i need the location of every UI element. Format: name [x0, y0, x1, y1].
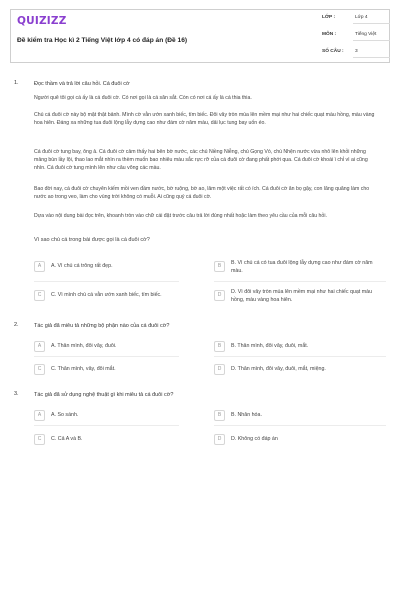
meta-class-label: LỚP : — [322, 15, 336, 20]
question-number: 3. — [14, 391, 19, 397]
option-divider — [214, 356, 386, 357]
option-letter-badge: A — [34, 261, 45, 272]
option-letter-badge: C — [34, 290, 45, 301]
meta-subject-label: MÔN : — [322, 32, 337, 37]
quizizz-logo[interactable]: QUIZIZZ — [17, 15, 67, 27]
worksheet-title: Đề kiểm tra Học kì 2 Tiếng Việt lớp 4 có đáp án (Đề 16) — [17, 37, 188, 44]
meta-count-row — [322, 44, 390, 61]
option-letter-badge: C — [34, 434, 45, 445]
question-stem: Vì sao chú cá trong bài được gọi là cá đuôi cờ? — [34, 237, 150, 243]
worksheet-meta — [322, 10, 390, 62]
question-number: 2. — [14, 322, 19, 328]
option-text: A. Vì chú cá trông rất đẹp. — [51, 263, 113, 269]
option-divider — [34, 356, 179, 357]
passage-paragraph: Chú cá đuôi cờ này bộ mặt thật bảnh. Mình cờ vằn ướn xanh biếc, tím biếc. Đôi vây tròn múa lên mềm mại như hai chiếc quạt màu hồng, màu vàng hoa hiên. Đáng xa những tua đuôi lộng lẫy dựng cao như đám cờ năm màu, dải lục tung bay uốn éo. — [34, 112, 375, 126]
option-divider — [214, 425, 386, 426]
meta-count-value: 3 — [355, 49, 358, 54]
option-text: C. Cả A và B. — [51, 436, 83, 442]
question-prompt: Đọc thầm và trả lời câu hỏi. Cá đuôi cờ — [34, 81, 130, 87]
option-text: B. Thân mình, đôi vây, đuôi, mắt. — [231, 343, 309, 349]
meta-count-label: SỐ CÂU : — [322, 49, 344, 54]
option-text: C. Thân mình, vây, đôi mắt. — [51, 366, 116, 372]
option-letter-badge: A — [34, 341, 45, 352]
option-letter-badge: C — [34, 364, 45, 375]
meta-divider — [353, 23, 390, 24]
option-text: B. Nhân hóa. — [231, 412, 262, 418]
option-divider — [214, 281, 386, 282]
option-letter-badge: D — [214, 434, 225, 445]
option-text: B. Vì chú cá có tua đuôi lộng lẫy dựng cao như đám cờ năm màu. — [231, 260, 373, 274]
question-number: 1. — [14, 80, 19, 86]
passage-paragraph: Bao đời nay, cá đuôi cờ chuyên kiếm mồi ven đầm nước, bờ ruộng, bờ ao, lâm một việc rất có ích. Cá đuôi cờ ăn bọ gậy, con lăng quăng làm cho nước ao trong veo, làm cho vùng trời không có muỗi. Ai cũng quý cá đuôi cờ. — [34, 186, 370, 200]
option-text: D. Thân mình, đôi vây, đuôi, mắt, miệng. — [231, 366, 326, 372]
option-text: D. Không có đáp án — [231, 436, 278, 442]
meta-class-row — [322, 10, 390, 27]
option-letter-badge: D — [214, 364, 225, 375]
meta-class-value: Lớp 4 — [355, 15, 368, 20]
meta-divider — [353, 57, 390, 58]
option-letter-badge: B — [214, 261, 225, 272]
meta-subject-row — [322, 27, 390, 44]
passage-paragraph: Dựa vào nội dung bài đọc trên, khoanh tròn vào chữ cái đặt trước câu trả lời đúng nhất hoặc làm theo yêu cầu của mỗi câu hỏi. — [34, 213, 327, 219]
meta-subject-value: Tiếng Việt — [355, 32, 377, 37]
option-divider — [34, 425, 179, 426]
option-letter-badge: B — [214, 341, 225, 352]
passage-paragraph: Người quê tôi gọi cá ấy là cá đuôi cờ. Có nơi gọi là cá săn sắt. Còn có nơi cá ấy là cá thia thia. — [34, 95, 252, 101]
option-letter-badge: A — [34, 410, 45, 421]
worksheet-header — [10, 9, 390, 63]
option-letter-badge: B — [214, 410, 225, 421]
option-text: A. Thân mình, đôi vây, đuôi. — [51, 343, 117, 349]
option-divider — [34, 281, 179, 282]
passage-paragraph: Cá đuôi cờ tung bay, ông ả. Cá đuôi cờ cảm thấy hai bên bờ nước, các chú Niềng Niễng, chú Gọng Vó, chú Nhện nước vừa nhô lên khỏi những mảng bùn lầy lội, thao lao mắt nhìn ra thèm muốn bao nhiêu màu sắc rực rỡ của cá đuôi cờ đang phất phới qua. Cá đuôi cờ khoái ì chỉ vì ai cũng nhìn. Cá đuôi cờ tung mình lên như câu võng các màu. — [34, 149, 368, 171]
option-text: A. So sánh. — [51, 412, 79, 418]
option-text: C. Vì mình chú cá vằn ướn xanh biếc, tím biếc. — [51, 292, 162, 298]
meta-divider — [353, 40, 390, 41]
option-text: D. Vì đôi vây tròn múa lên mềm mại như hai chiếc quạt màu hồng, màu vàng hoa hiên. — [231, 289, 373, 303]
question-prompt: Tác giả đã miêu tả những bộ phận nào của cá đuôi cờ? — [34, 323, 170, 329]
question-prompt: Tác giả đã sử dụng nghệ thuật gì khi miêu tả cá đuôi cờ? — [34, 392, 174, 398]
option-letter-badge: D — [214, 290, 225, 301]
